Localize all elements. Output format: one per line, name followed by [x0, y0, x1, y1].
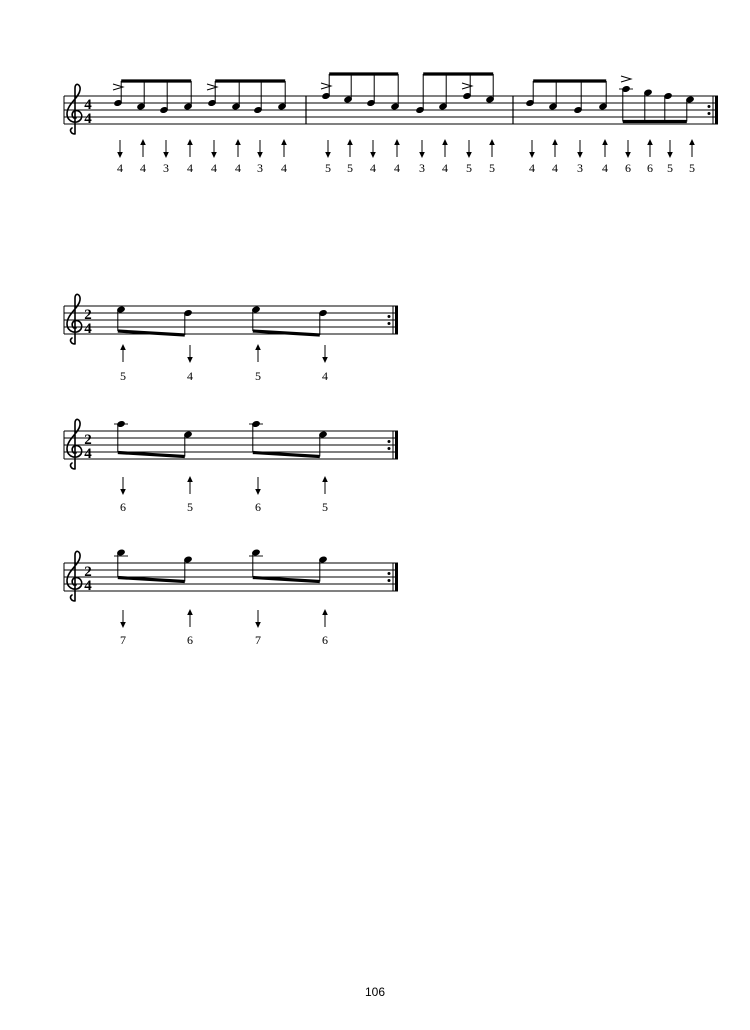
- hole-number: 4: [187, 161, 193, 175]
- arrow-up-icon: [187, 609, 193, 615]
- time-signature-bottom: 4: [84, 111, 92, 127]
- hole-number: 6: [625, 161, 631, 175]
- arrow-down-icon: [120, 622, 126, 628]
- staff-system-2: [64, 294, 398, 383]
- repeat-dot: [388, 315, 391, 318]
- arrow-up-icon: [120, 344, 126, 350]
- repeat-dot: [388, 322, 391, 325]
- staff-system-4: [64, 548, 398, 647]
- arrow-down-icon: [625, 152, 631, 158]
- hole-number: 7: [120, 633, 126, 647]
- arrow-up-icon: [442, 139, 448, 145]
- arrow-down-icon: [325, 152, 331, 158]
- hole-number: 4: [442, 161, 448, 175]
- arrow-down-icon: [255, 489, 261, 495]
- arrow-down-icon: [322, 357, 328, 363]
- hole-number: 4: [394, 161, 400, 175]
- hole-number: 4: [235, 161, 241, 175]
- repeat-dot: [388, 572, 391, 575]
- arrow-up-icon: [689, 139, 695, 145]
- repeat-dot: [708, 112, 711, 115]
- time-signature-top: 2: [84, 307, 92, 323]
- hole-number: 6: [255, 500, 261, 514]
- arrow-up-icon: [235, 139, 241, 145]
- beam: [118, 453, 185, 457]
- treble-clef: [67, 294, 82, 344]
- treble-clef: [67, 419, 82, 469]
- treble-clef: [67, 551, 82, 601]
- arrow-up-icon: [602, 139, 608, 145]
- hole-number: 4: [370, 161, 376, 175]
- arrow-down-icon: [466, 152, 472, 158]
- hole-number: 7: [255, 633, 261, 647]
- page-number: 106: [364, 985, 386, 999]
- hole-number: 6: [322, 633, 328, 647]
- hole-number: 4: [529, 161, 535, 175]
- hole-number: 4: [281, 161, 287, 175]
- arrow-up-icon: [187, 476, 193, 482]
- beam: [253, 453, 320, 457]
- hole-number: 3: [257, 161, 263, 175]
- arrow-down-icon: [257, 152, 263, 158]
- arrow-down-icon: [187, 357, 193, 363]
- hole-number: 6: [647, 161, 653, 175]
- hole-number: 4: [140, 161, 146, 175]
- time-signature-top: 2: [84, 432, 92, 448]
- repeat-dot: [708, 105, 711, 108]
- arrow-up-icon: [552, 139, 558, 145]
- hole-number: 4: [187, 369, 193, 383]
- hole-number: 3: [163, 161, 169, 175]
- hole-number: 5: [489, 161, 495, 175]
- arrow-up-icon: [322, 609, 328, 615]
- hole-number: 4: [117, 161, 123, 175]
- hole-number: 3: [577, 161, 583, 175]
- hole-number: 6: [187, 633, 193, 647]
- arrow-up-icon: [281, 139, 287, 145]
- time-signature-bottom: 4: [84, 578, 92, 594]
- arrow-down-icon: [419, 152, 425, 158]
- hole-number: 5: [322, 500, 328, 514]
- repeat-dot: [388, 447, 391, 450]
- arrow-down-icon: [370, 152, 376, 158]
- hole-number: 3: [419, 161, 425, 175]
- hole-number: 5: [325, 161, 331, 175]
- hole-number: 5: [347, 161, 353, 175]
- arrow-up-icon: [187, 139, 193, 145]
- repeat-dot: [388, 579, 391, 582]
- hole-number: 5: [667, 161, 673, 175]
- beam: [253, 578, 320, 582]
- arrow-up-icon: [255, 344, 261, 350]
- hole-number: 4: [602, 161, 608, 175]
- arrow-down-icon: [577, 152, 583, 158]
- hole-number: 5: [466, 161, 472, 175]
- time-signature-bottom: 4: [84, 446, 92, 462]
- hole-number: 4: [211, 161, 217, 175]
- arrow-down-icon: [255, 622, 261, 628]
- repeat-dot: [388, 440, 391, 443]
- arrow-up-icon: [489, 139, 495, 145]
- hole-number: 5: [689, 161, 695, 175]
- arrow-down-icon: [667, 152, 673, 158]
- arrow-down-icon: [120, 489, 126, 495]
- staff-system-1: [64, 74, 718, 175]
- arrow-up-icon: [347, 139, 353, 145]
- hole-number: 5: [255, 369, 261, 383]
- arrow-up-icon: [394, 139, 400, 145]
- beam: [118, 578, 185, 582]
- time-signature-bottom: 4: [84, 321, 92, 337]
- time-signature-top: 4: [84, 97, 92, 113]
- hole-number: 5: [120, 369, 126, 383]
- arrow-up-icon: [140, 139, 146, 145]
- time-signature-top: 2: [84, 564, 92, 580]
- hole-number: 6: [120, 500, 126, 514]
- hole-number: 5: [187, 500, 193, 514]
- arrow-up-icon: [647, 139, 653, 145]
- arrow-down-icon: [163, 152, 169, 158]
- arrow-down-icon: [117, 152, 123, 158]
- treble-clef: [67, 84, 82, 134]
- hole-number: 4: [322, 369, 328, 383]
- accent-mark: [621, 76, 631, 82]
- arrow-down-icon: [529, 152, 535, 158]
- arrow-down-icon: [211, 152, 217, 158]
- arrow-up-icon: [322, 476, 328, 482]
- staff-system-3: [64, 419, 398, 514]
- hole-number: 4: [552, 161, 558, 175]
